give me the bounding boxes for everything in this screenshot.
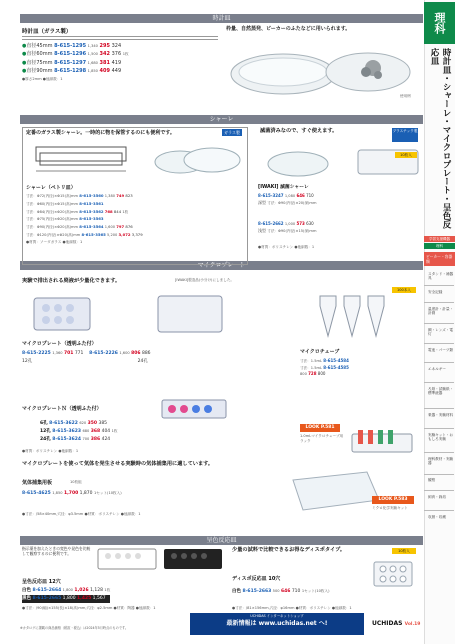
petri-row: 寸法：Φ60(内径)×Φ15(高)mm 8-615-3561 <box>26 200 104 206</box>
watch-glass-table <box>22 42 218 75</box>
gas-badge: 10枚組 <box>70 480 82 484</box>
watch-row: ●直径75mm 8-615-1297 1,680 381 419 <box>22 59 122 66</box>
web-banner-top: UCHIDAS インターネットショップ <box>250 614 304 618</box>
microplate-n-table <box>40 420 118 444</box>
side-title: 時計皿・シャーレ・マイクロプレート・呈色反応皿 <box>429 48 451 229</box>
look-p583-text: ミクロ化学実験キット <box>372 506 408 510</box>
disposable-note: ●寸法：/81×156mm,穴径：φ16mm ●材質：ポリスチレン ●他副数：1 <box>232 606 352 610</box>
side-cat-beaker[interactable]: ビーカー・容器類 <box>424 252 455 266</box>
petri-row: 寸法：Φ90(内径)×Φ20(高)mm 8-615-3564 1,600 797 876 <box>26 224 133 230</box>
color-plate-row: 黒色 8-615-2665 1,800 1,425 1,567 <box>22 595 110 603</box>
tube-badge: 100本入 <box>392 287 416 293</box>
microplate-codes <box>22 350 151 366</box>
microplate-wells-row: 12孔 24孔 <box>22 359 148 364</box>
microplate-n-label: マイクロプレートＮ（透明ふた付） <box>22 406 102 412</box>
watch-row: ●直径60mm 8-615-1296 1,500 342 376 1枚 <box>22 51 129 58</box>
microplate-n-row: 12孔 8-615-3623 680 368 404 1枚 <box>40 429 118 434</box>
petri-photo <box>150 140 245 180</box>
watch-glass-heading: 時計皿（ガラス製） <box>22 29 72 35</box>
tube-row: 寸法：1.5mL 8-615-4584 <box>300 358 349 363</box>
look-p581-link[interactable]: LOOK P.581 <box>300 424 340 432</box>
microplate-n-photo <box>160 398 230 420</box>
petri-row: 寸法：Φ72(内径)×Φ15(高)mm 8-615-3560 1,380 749 823 <box>26 193 133 198</box>
side-tab-science[interactable]: 理科 <box>424 2 455 44</box>
side-menu-item[interactable]: 実験キット・おもしろ実験 <box>428 433 454 442</box>
side-menu-item[interactable]: 飼育・栽培 <box>428 495 446 499</box>
petri-row: 寸法：Φ75(内径)×Φ20(高)mm 8-615-3563 <box>26 216 104 222</box>
sterile-badge: プラスチック製 <box>392 128 418 142</box>
gas-row: 8-615-4625 1,850 1,700 1,870 1セット(10枚入) <box>22 491 122 496</box>
footer-note: ※カタログに掲載の商品価格（税抜・税込）は2024年5月時点のものです。 <box>20 626 129 630</box>
microplate-heading: 実験で排出される廃液が少量化できます。 <box>22 278 121 284</box>
disposable-heading: 少量の試料で比較できるお得なディスポタイプ。 <box>232 547 346 553</box>
side-menu-item[interactable]: 観察 <box>428 478 436 482</box>
sterile-row: 8-615-2662 1,000 573 630 <box>258 221 314 226</box>
petri-badge: ガラス製 <box>224 130 240 135</box>
color-plate-note: ●寸法：/90(幅)×155(長)×18(高)mm,穴径：φ2.5mm ●材質：陶器 ●他副数：1 <box>22 606 156 610</box>
side-menu-item[interactable]: スタンド・補器具 <box>428 272 454 281</box>
look-p581-text: 1.0mLマイクロチューブ用ラック <box>300 434 344 443</box>
disposable-photo <box>370 560 418 588</box>
sterile-row: 深型 寸法：Φ90(内径)×20(深)mm <box>258 200 317 205</box>
petri-row: 寸法：Φ120(内径)×Φ20(高)mm 8-615-3565 5,200 3,072 3,379 <box>26 231 143 237</box>
look-p583-link[interactable]: LOOK P.583 <box>372 496 414 504</box>
sterile-subtitle: [IWAKI] 滅菌シャーレ <box>258 185 309 190</box>
sterile-photo <box>258 144 423 180</box>
microplate-n-note: ●材質：ポリスチレン ●他副数：1 <box>22 449 79 453</box>
color-plate-table <box>22 587 110 603</box>
color-plate-subtitle: 呈色反応皿 12穴 <box>22 579 61 585</box>
microplate-heading-sub: [IWAKI]製造品(小分け)にしました。 <box>175 278 235 282</box>
web-banner[interactable] <box>190 613 364 635</box>
sterile-row: 8-615-3247 1,080 646 710 <box>258 193 314 198</box>
sterile-note: ●材質：ポリスチレン ●他副数：1 <box>258 245 315 249</box>
disposable-subtitle: ディスポ反応皿 10穴 <box>232 576 281 582</box>
petri-note: ●材質：ソーダガラス ●他副数：1 <box>26 240 83 244</box>
sterile-row: 浅型 寸法：Φ90(内径)×15(深)mm <box>258 228 317 233</box>
microplate-n-row: 6孔 8-615-3622 620 350 385 <box>40 421 108 426</box>
side-menu-item[interactable]: 電池・パーツ類 <box>428 348 454 352</box>
brand-logo: UCHIDAS Vol.19 <box>372 620 421 627</box>
color-plate-photo <box>96 546 226 572</box>
side-menu-item[interactable]: ろ紙・試験紙・標準液器 <box>428 387 454 396</box>
side-menu-item[interactable]: 理科教材・実験器 <box>428 457 454 466</box>
watch-caption: 枠量、自然蒸発、ビーカーのふたなどに用いられます。 <box>226 26 351 32</box>
watch-glass-photo <box>228 40 418 100</box>
side-menu-item[interactable]: 乗器・実験材料 <box>428 413 454 417</box>
sterile-table <box>258 192 316 234</box>
section-band-petri: シャーレ <box>20 115 423 124</box>
gas-note: ●寸法：/58×40mm,穴径：φ3.5mm ●材質：ポリスチレン ●他副数：1 <box>22 512 141 516</box>
side-menu-item[interactable]: 安全記録 <box>428 290 443 294</box>
sterile-heading: 滅菌済みなので、すぐ使えます。 <box>260 128 338 134</box>
tube-rack-photo <box>350 426 416 456</box>
side-menu-item[interactable]: 顕・レンズ・電灯 <box>428 328 453 337</box>
sterile-count-badge: 10枚入 <box>395 152 417 158</box>
petri-heading: 定番のガラス製シャーレ。一時的に物を保管するのにも便利です。 <box>26 130 175 136</box>
disposable-row: 白色 8-615-2663 500 646 710 1セット(10枚入) <box>232 589 330 594</box>
petri-diagram <box>26 139 136 179</box>
watch-note: ●厚さ2mm ●他副数：1 <box>22 77 63 81</box>
tube-photo <box>300 290 390 340</box>
side-cat-learning[interactable]: 学習支援機器 <box>424 236 455 242</box>
section-band-color-plate: 呈色反応皿 <box>20 536 423 545</box>
tube-table <box>300 358 349 378</box>
microplate-label: マイクロプレート（透明ふた付） <box>22 341 97 347</box>
microplate-n-row: 24孔 8-615-3624 700 386 424 <box>40 437 111 442</box>
petri-subtitle: シャーレ（ペトリ皿） <box>26 185 76 191</box>
side-menu-item[interactable]: エネルギー <box>428 367 446 371</box>
petri-table <box>26 192 143 239</box>
side-menu-item[interactable]: 温度計・計量・計測 <box>428 307 454 316</box>
tube-heading: マイクロチューブ <box>300 349 340 355</box>
microplate-code-row: 8-615-2225 1,360 701 771 8-615-2226 1,600 806 886 <box>22 351 151 356</box>
microplate-photo <box>30 290 230 340</box>
color-plate-desc: 指示薬を加えたときの変色や発色を比較して観察するのに便利です。 <box>22 546 91 556</box>
watch-photo-label: 使用例 <box>400 94 411 98</box>
web-banner-text: 最新情報は www.uchidas.net へ! <box>226 620 328 627</box>
petri-row: 寸法：Φ84(内径)×Φ20(高)mm 8-615-3562 768 844 1枚 <box>26 208 129 214</box>
side-cat-science[interactable]: 理科 <box>424 243 455 249</box>
gas-plate-photo <box>285 466 385 516</box>
side-menu-item[interactable]: 収納・収蔵 <box>428 515 446 519</box>
gas-heading: マイクロプレートを使って気体を発生させる実験時の気体捕集用に適しています。 <box>22 461 214 467</box>
tube-price-row: 800 728 800 <box>300 371 326 376</box>
section-band-microplate: マイクロプレート <box>20 261 423 270</box>
gas-subtitle: 気体捕集用板 <box>22 480 53 486</box>
section-band-watch-glass: 時計皿 <box>20 14 423 23</box>
disposable-badge: 10枚入 <box>392 548 416 554</box>
watch-row: ●直径90mm 8-615-1298 1,850 409 449 <box>22 67 122 74</box>
watch-row: ●直径45mm 8-615-1295 1,340 295 324 <box>22 43 122 49</box>
tube-row: 寸法：1.5mL 8-615-4585 <box>300 364 349 370</box>
color-plate-row: 白色 8-615-2664 1,800 1,026 1,128 1枚 <box>22 588 111 593</box>
